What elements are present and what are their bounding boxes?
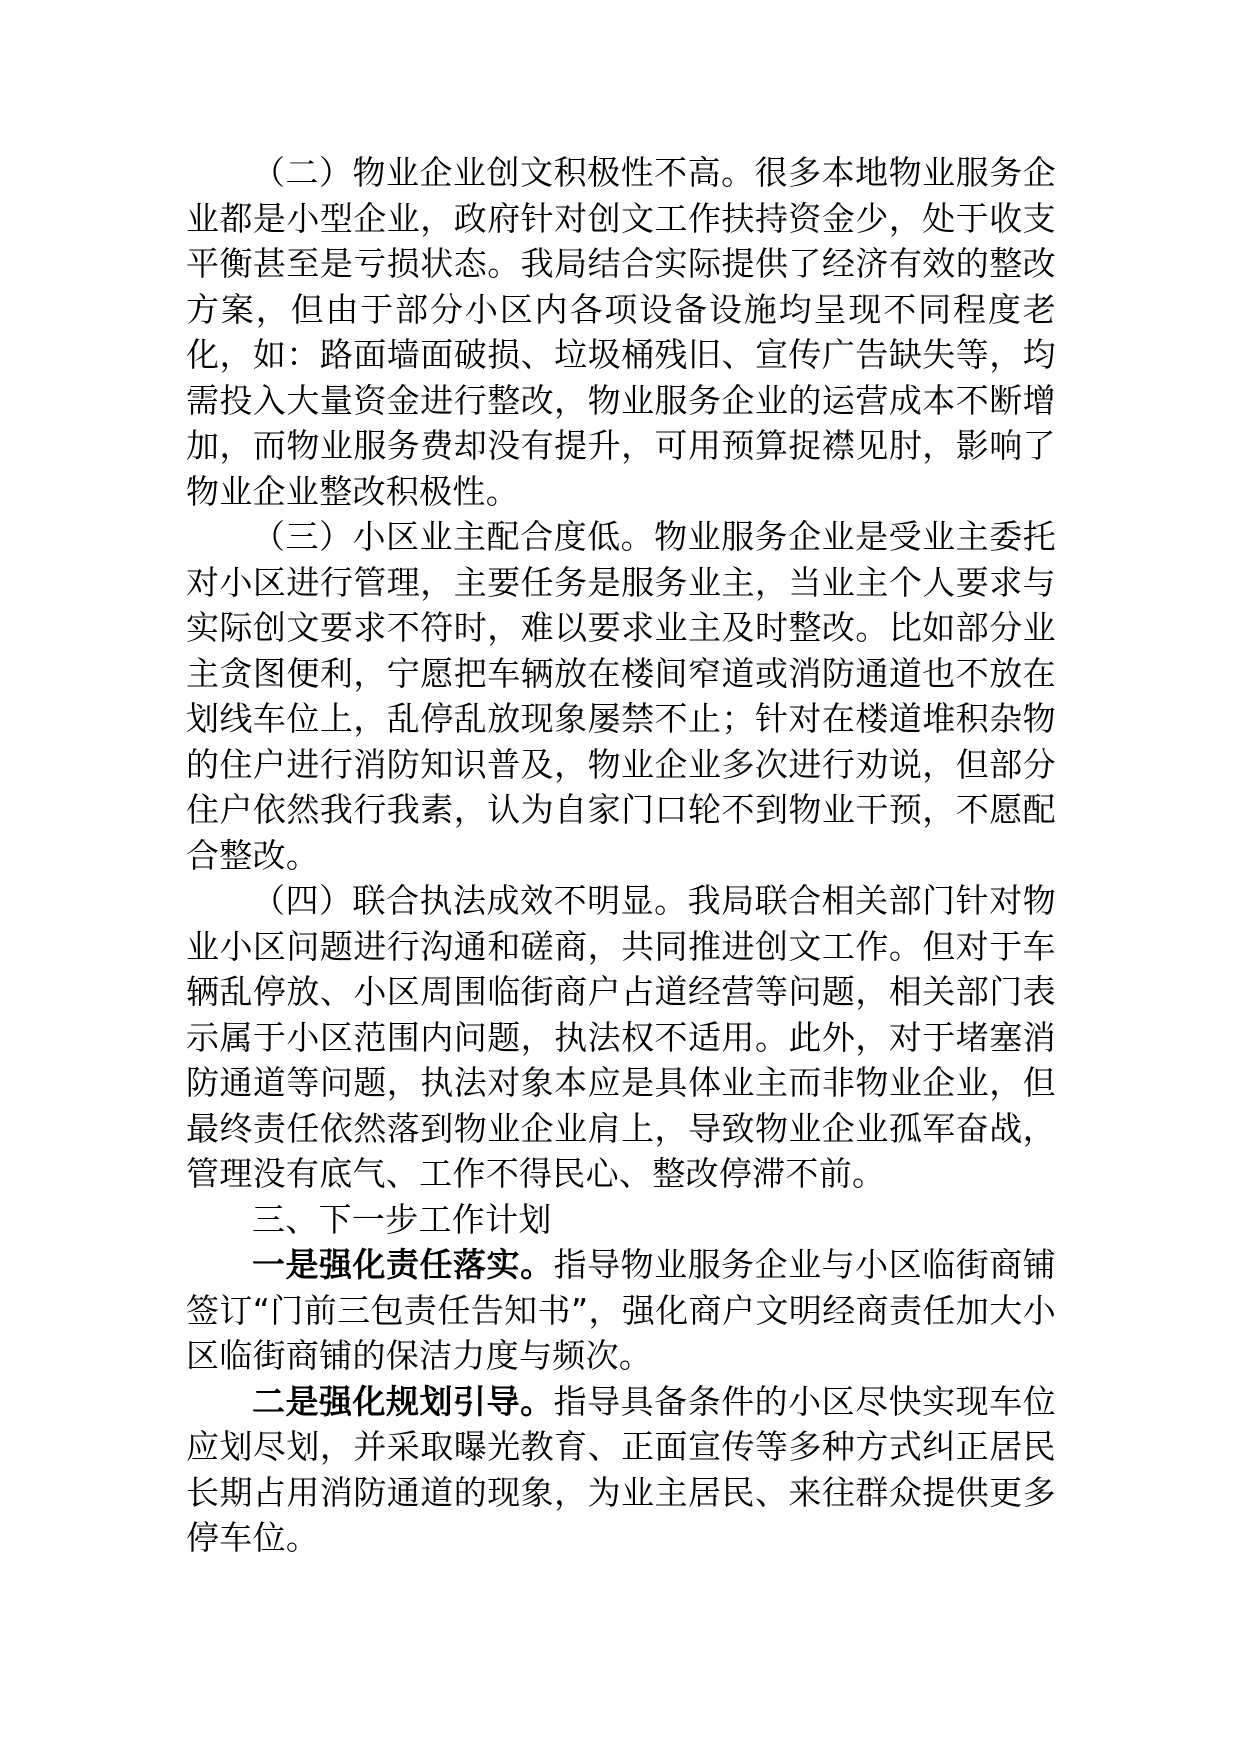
plan-lead: 一是强化责任落实。 [252, 1245, 554, 1284]
paragraph-issue-3 [186, 514, 1056, 878]
paragraph-text: 指导物业服务企业与小区临街商铺签订“门前三包责任告知书”，强化商户文明经商责任加大小区临街商铺的保洁力度与频次。 [186, 1245, 1056, 1375]
plan-lead: 二是强化规划引导。 [252, 1381, 554, 1421]
document-page [186, 150, 1056, 1561]
paragraph-plan-1 [186, 1242, 1056, 1379]
paragraph-text: （四）联合执法成效不明显。我局联合相关部门针对物业小区问题进行沟通和磋商，共同推进创文工作。但对于车辆乱停放、小区周围临街商户占道经营等问题，相关部门表示属于小区范围内问题，执法权不适用。此外，对于堵塞消防通道等问题，执法对象本应是具体业主而非物业企业，但最终责任依然落到物业企业肩上，导致物业企业孤军奋战，管理没有底气、工作不得民心、整改停滞不前。 [186, 881, 1056, 1193]
paragraph-plan-2 [186, 1379, 1056, 1561]
section-heading-next-steps [186, 1197, 1056, 1243]
paragraph-issue-4 [186, 878, 1056, 1197]
paragraph-text: 指导具备条件的小区尽快实现车位应划尽划，并采取曝光教育、正面宣传等多种方式纠正居民长期占用消防通道的现象，为业主居民、来往群众提供更多停车位。 [186, 1381, 1056, 1557]
paragraph-text: （二）物业企业创文积极性不高。很多本地物业服务企业都是小型企业，政府针对创文工作扶持资金少，处于收支平衡甚至是亏损状态。我局结合实际提供了经济有效的整改方案，但由于部分小区内各项设备设施均呈现不同程度老化，如：路面墙面破损、垃圾桶残旧、宣传广告缺失等，均需投入大量资金进行整改，物业服务企业的运营成本不断增加，而物业服务费却没有提升，可用预算捉襟见肘，影响了物业企业整改积极性。 [186, 153, 1056, 511]
paragraph-text: （三）小区业主配合度低。物业服务企业是受业主委托对小区进行管理，主要任务是服务业主，当业主个人要求与实际创文要求不符时，难以要求业主及时整改。比如部分业主贪图便利，宁愿把车辆放在楼间窄道或消防通道也不放在划线车位上，乱停乱放现象屡禁不止；针对在楼道堆积杂物的住户进行消防知识普及，物业企业多次进行劝说，但部分住户依然我行我素，认为自家门口轮不到物业干预，不愿配合整改。 [186, 517, 1056, 875]
paragraph-issue-2 [186, 150, 1056, 514]
heading-text: 三、下一步工作计划 [252, 1199, 552, 1239]
